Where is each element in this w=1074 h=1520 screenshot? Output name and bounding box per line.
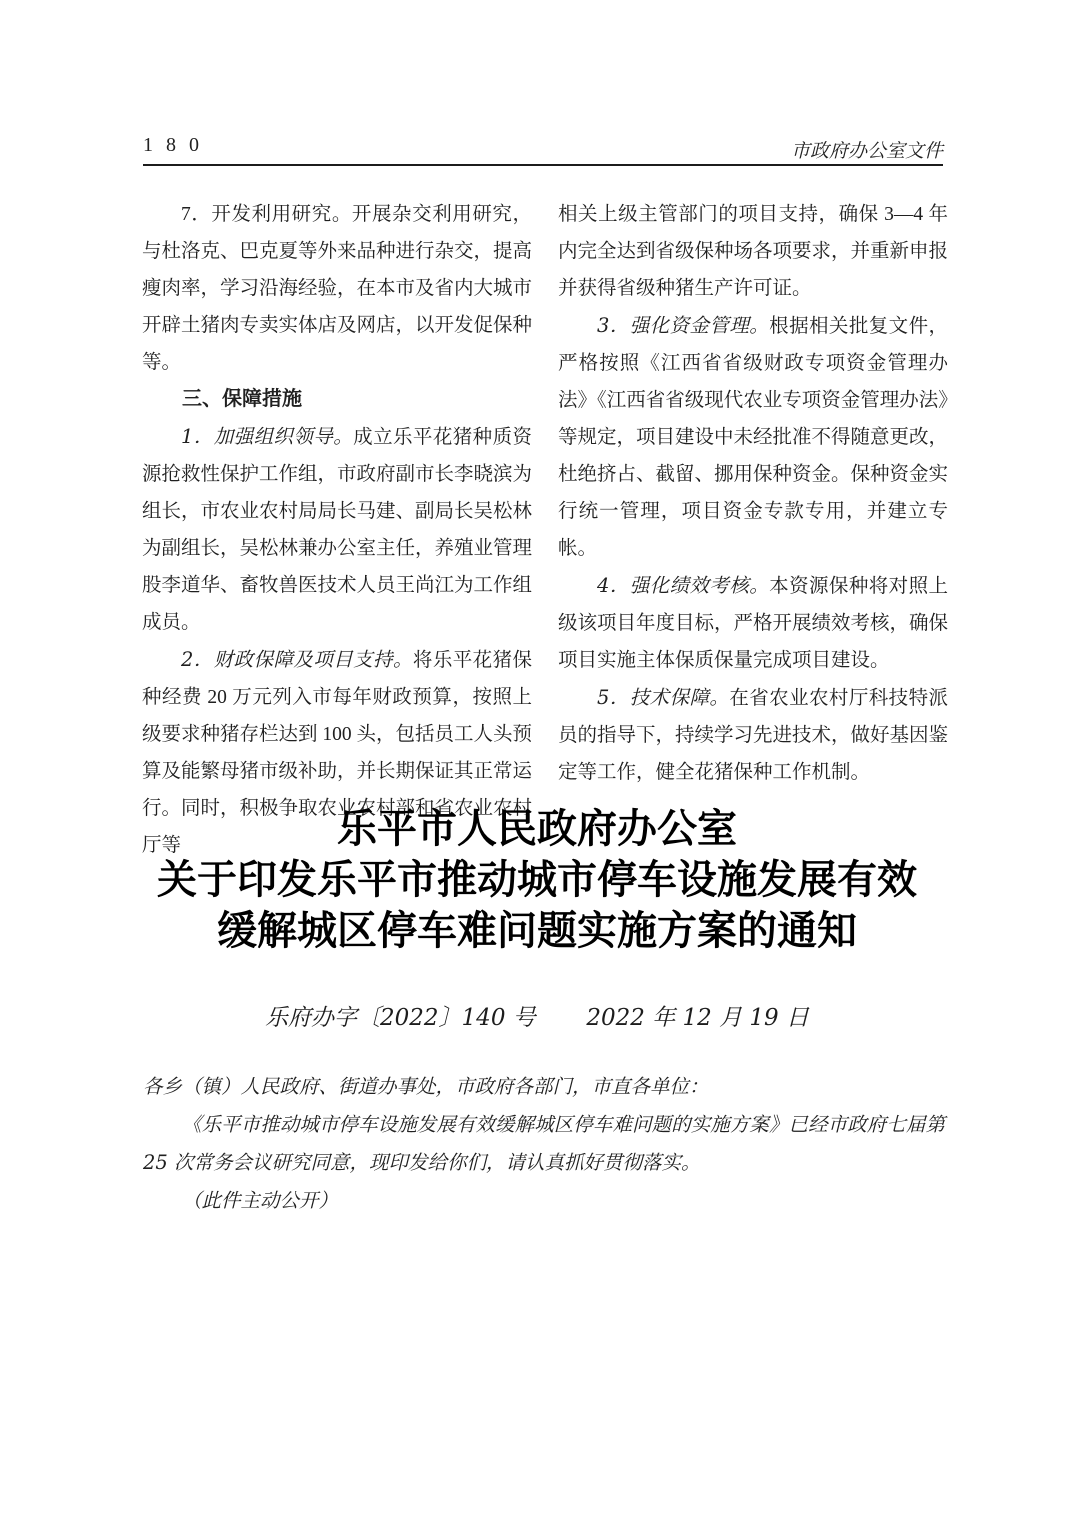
notice-body: 《乐平市推动城市停车设施发展有效缓解城区停车难问题的实施方案》已经市政府七届第 25 次常务会议研究同意，现印发给你们，请认真抓好贯彻落实。 <box>143 1113 945 1174</box>
notice-salutation: 各乡（镇）人民政府、街道办事处，市政府各部门，市直各单位： <box>143 1075 709 1098</box>
paragraph-text: 根据相关批复文件，严格按照《江西省省级财政专项资金管理办法》《江西省省级现代农业专项资金管理办法》等规定，项目建设中未经批准不得随意更改，杜绝挤占、截留、挪用保种资金。保种资金实行统一管理，项目资金专款专用，并建立专帐。 <box>558 316 949 559</box>
paragraph-text: 本资源保种将对照上级该项目年度目标，严格开展绩效考核，确保项目实施主体保质保量完成项目建设。 <box>558 576 949 671</box>
notice-disclosure: （此件主动公开） <box>182 1189 339 1212</box>
paragraph-item-5 <box>558 679 948 791</box>
notice-section <box>143 1068 945 1220</box>
paragraph-text: 将乐平花猪保种经费 20 万元列入市每年财政预算，按照上级要求种猪存栏达到 100 头，包括员工人头预算及能繁母猪市级补助，并长期保证其正常运行。同时，积极争取农业农村部和省农业农村厅等 <box>142 650 533 856</box>
paragraph-text: 在省农业农村厅科技特派员的指导下，持续学习先进技术，做好基因鉴定等工作，健全花猪保种工作机制。 <box>558 688 949 783</box>
document-title-line1: 乐平市人民政府办公室 <box>337 807 737 851</box>
paragraph-lead: 2．财政保障及项目支持。 <box>181 648 413 671</box>
doc-number-line <box>0 999 1074 1032</box>
paragraph-lead: 4．强化绩效考核。 <box>597 574 770 597</box>
paragraph-item-3 <box>558 307 948 567</box>
page-number: 1 8 0 <box>143 134 203 156</box>
document-title <box>0 804 1074 957</box>
paragraph-lead: 5．技术保障。 <box>597 686 730 709</box>
paragraph-text: 成立乐平花猪种质资源抢救性保护工作组，市政府副市长李晓滨为组长，市农业农村局局长马建、副局长吴松林为副组长，吴松林兼办公室主任，养殖业管理股李道华、畜牧兽医技术人员王尚江为工作组成员。 <box>142 427 533 633</box>
paragraph-item-1 <box>142 418 532 641</box>
section-heading-safeguards: 三、保障措施 <box>182 388 302 410</box>
paragraph-continuation <box>558 196 948 307</box>
header-rule <box>143 164 943 166</box>
paragraph-text: 相关上级主管部门的项目支持，确保 3—4 年内完全达到省级保种场各项要求，并重新申报并获得省级种猪生产许可证。 <box>558 204 949 299</box>
content-columns <box>142 196 948 864</box>
paragraph-lead: 3．强化资金管理。 <box>597 314 770 337</box>
document-title-line2: 关于印发乐平市推动城市停车设施发展有效 <box>157 858 917 902</box>
paragraph-item-4 <box>558 567 948 679</box>
doc-number: 乐府办字〔2022〕140 号 <box>265 1005 536 1031</box>
doc-date: 2022 年 12 月 19 日 <box>586 1005 809 1031</box>
column-right <box>558 196 948 864</box>
document-title-line3: 缓解城区停车难问题实施方案的通知 <box>217 909 857 953</box>
column-left <box>142 196 532 864</box>
paragraph-lead: 1．加强组织领导。 <box>181 425 354 448</box>
header-label: 市政府办公室文件 <box>790 140 943 162</box>
paragraph-text: 7．开发利用研究。开展杂交利用研究，与杜洛克、巴克夏等外来品种进行杂交，提高瘦肉率，学习沿海经验，在本市及省内大城市开辟土猪肉专卖实体店及网店，以开发促保种等。 <box>142 204 533 373</box>
paragraph-item-7 <box>142 196 532 381</box>
